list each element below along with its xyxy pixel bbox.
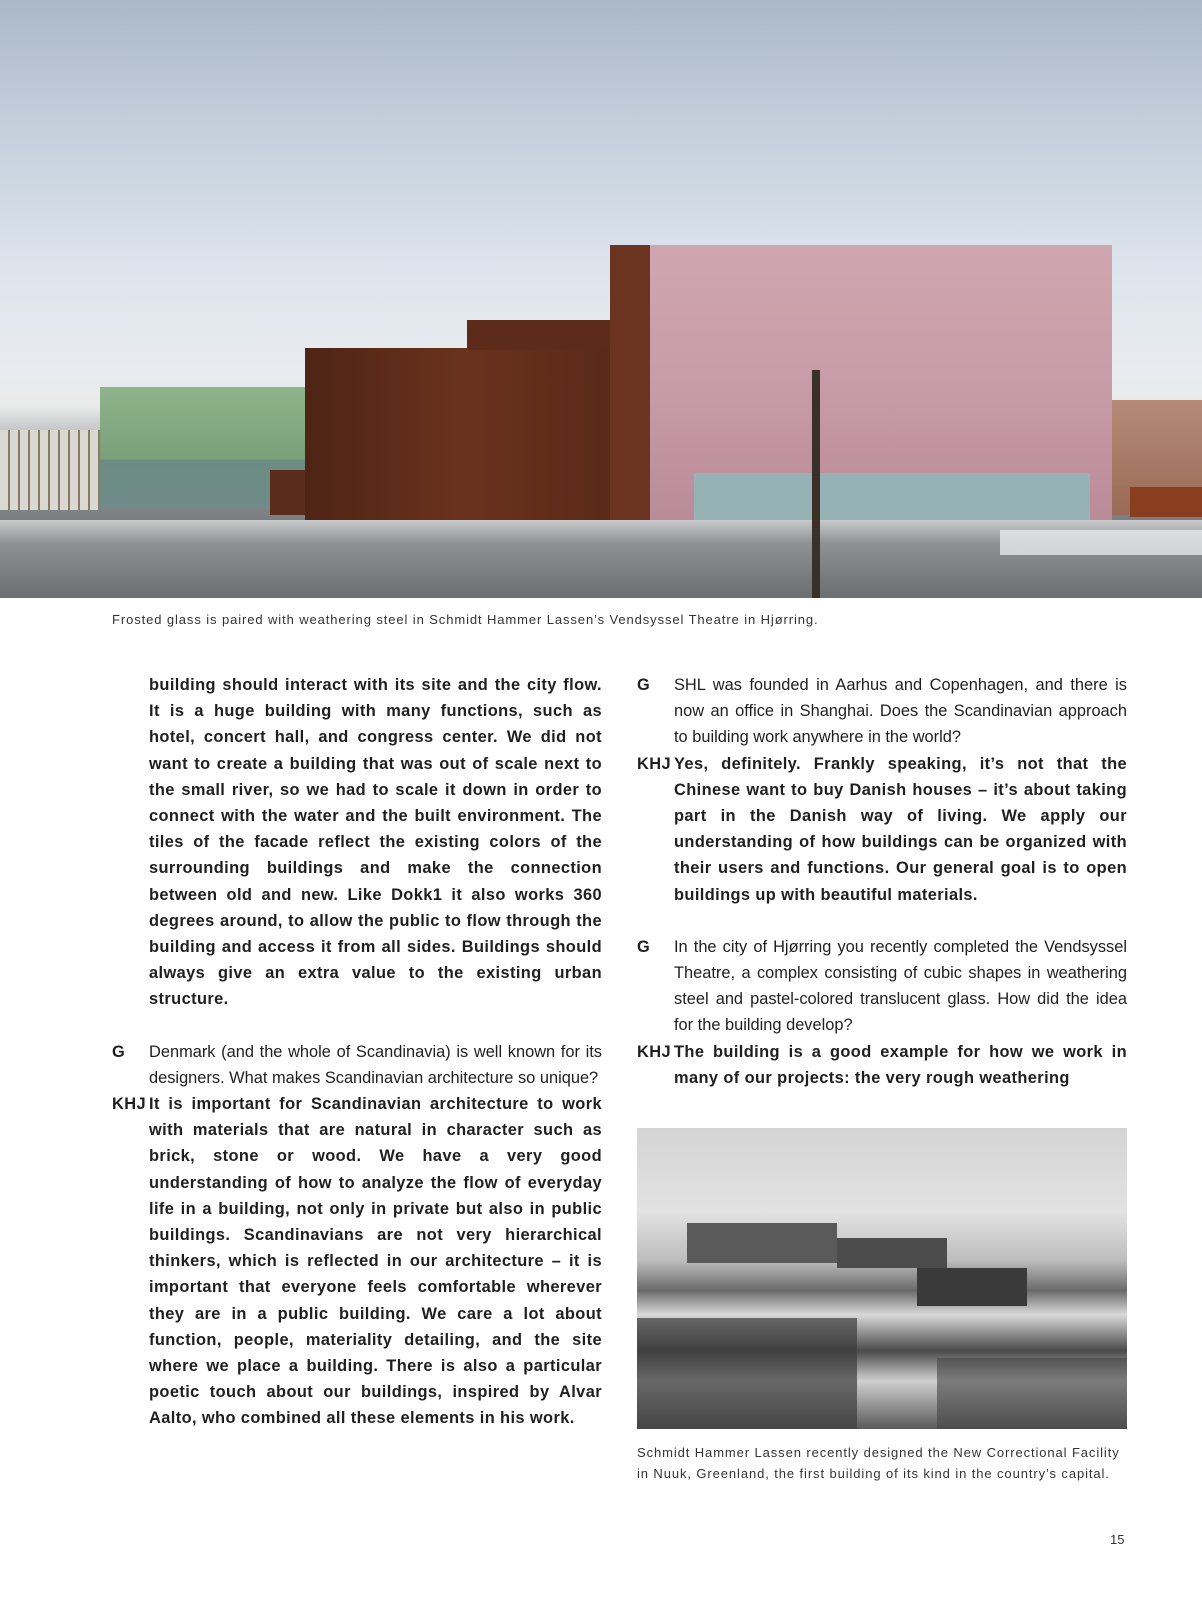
correctional-facility-photo: [637, 1128, 1127, 1429]
photo-steel-wall: [1130, 487, 1202, 517]
photo-rock: [637, 1318, 857, 1429]
speaker-label: KHJ: [637, 1042, 671, 1061]
photo-rock: [937, 1358, 1127, 1429]
photo-steel-volume: [305, 348, 615, 522]
answer-paragraph: [637, 751, 1127, 908]
right-column: [637, 672, 1127, 1091]
question-paragraph: [637, 672, 1127, 751]
question-text: Denmark (and the whole of Scandinavia) is well known for its designers. What makes Scandinavian architecture so unique?: [149, 1042, 602, 1087]
speaker-label: G: [637, 676, 650, 694]
photo-steel-tower: [610, 245, 652, 525]
answer-text: building should interact with its site and the city flow. It is a huge building with many functions, such as hotel, concert hall, and congress center. We did not want to create a building that was out of scale next to the small river, so we had to scale it down in order to connect with the water and the built environment. The tiles of the facade reflect the existing colors of the surrounding buildings and make the connection between old and new. Like Dokk1 it also works 360 degrees around, to allow the public to flow through the building and access it from all sides. Buildings should always give an extra value to the existing urban structure.: [149, 676, 602, 1009]
answer-text: It is important for Scandinavian architecture to work with materials that are natural in character such as brick, stone or wood. We have a very good understanding of how to analyze the flow of everyday life in a building, not only in private but also in public buildings. Scandinavians are not very hierarchical thinkers, which is reflected in our architecture – it is important that everyone feels comfortable wherever they are in a public building. We care a lot about function, people, materiality detailing, and the site where we place a building. There is also a particular poetic touch about our buildings, inspired by Alvar Aalto, who combined all these elements in his work.: [149, 1095, 602, 1428]
photo-steel-top: [467, 320, 617, 350]
answer-text: The building is a good example for how we work in many of our projects: the very rough weathering: [674, 1042, 1127, 1087]
photo-building: [917, 1268, 1027, 1306]
left-column: [112, 672, 602, 1432]
page-number: 15: [1110, 1532, 1125, 1547]
photo-snow: [1000, 530, 1202, 555]
answer-paragraph: [112, 1091, 602, 1432]
question-paragraph: [112, 1039, 602, 1091]
photo-caption: Schmidt Hammer Lassen recently designed the New Correctional Facility in Nuuk, Greenland, the first building of its kind in the country’s capital.: [637, 1445, 1120, 1481]
speaker-label: KHJ: [112, 1095, 146, 1114]
question-text: SHL was founded in Aarhus and Copenhagen, and there is now an office in Shanghai. Does the Scandinavian approach to building work anywhere in the world?: [674, 676, 1127, 747]
speaker-label: KHJ: [637, 754, 671, 773]
question-text: In the city of Hjørring you recently completed the Vendsyssel Theatre, a complex consisting of cubic shapes in weathering steel and pastel-colored translucent glass. How did the idea for the building develop?: [674, 937, 1127, 1035]
answer-paragraph: [637, 1039, 1127, 1091]
hero-photo: [0, 0, 1202, 598]
question-paragraph: [637, 934, 1127, 1039]
photo-glass-band: [694, 473, 1090, 525]
photo-tree: [812, 370, 820, 598]
speaker-label: G: [112, 1042, 125, 1061]
hero-caption: Frosted glass is paired with weathering steel in Schmidt Hammer Lassen’s Vendsyssel Theatre in Hjørring.: [112, 612, 819, 627]
photo-building: [837, 1238, 947, 1268]
answer-text: Yes, definitely. Frankly speaking, it’s not that the Chinese want to buy Danish houses – it’s about taking part in the Danish way of living. We apply our understanding of how buildings can be organized with their users and functions. Our general goal is to open buildings up with beautiful materials.: [674, 754, 1127, 904]
photo-building-left: [0, 430, 100, 510]
answer-paragraph: [112, 672, 602, 1013]
photo-building: [687, 1223, 837, 1263]
speaker-label: G: [637, 937, 650, 956]
